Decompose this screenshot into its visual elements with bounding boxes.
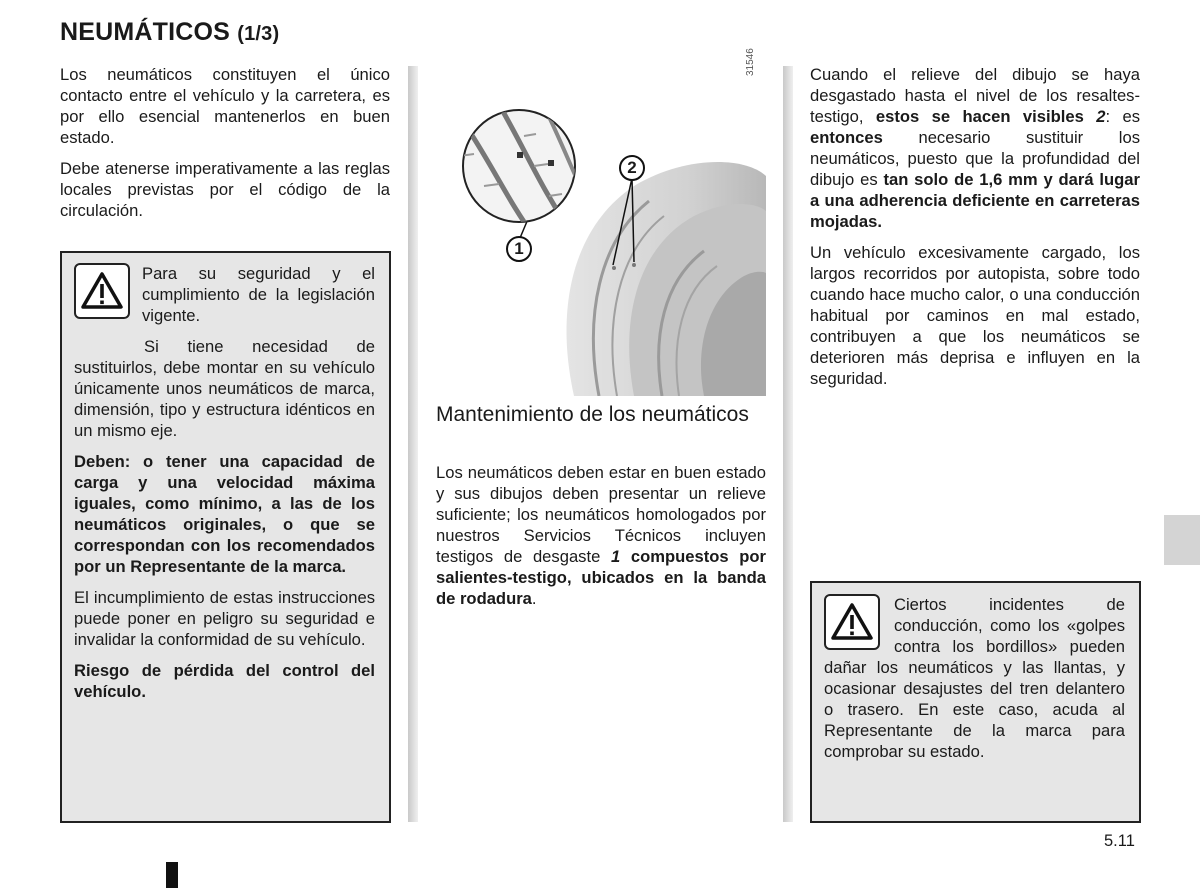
- section-tab: [1164, 515, 1200, 565]
- warning-triangle-icon: [824, 594, 880, 650]
- column-separator-left: [408, 66, 418, 822]
- wear-ref-2: 2: [1096, 107, 1106, 126]
- warning1-load-speed-text: Deben: o tener una capacidad de carga y una velocidad máxima iguales, como mínimo, a las de los neumáticos originales, o que se correspondan con los recomendados por un Representante de la marca.: [74, 452, 375, 576]
- warning2-text: Ciertos incidentes de conducción, como los «golpes contra los bordillos» pueden dañar los neumáticos y las llantas, y ocasionar desajustes del tren delantero o trasero. En este caso, acuda al Representante de la marca para comprobar su estado.: [824, 595, 1125, 761]
- warning-triangle-icon: [74, 263, 130, 319]
- crop-mark: [166, 862, 178, 888]
- right-column: [810, 64, 1140, 399]
- middle-column: [436, 462, 766, 619]
- left-column: [60, 64, 390, 231]
- wear-text-e: necesario sustituir los neumáticos, puesto que la profundidad del dibujo es: [810, 128, 1140, 189]
- maintenance-text-a: Los neumáticos deben estar en buen estado y sus dibujos deben presentar un relieve suficiente; los neumáticos homologados por nuestros Servicios Técnicos incluyen testigos de desgaste: [436, 463, 766, 566]
- wear-text-f: tan solo de 1,6 mm y dará lugar a una adherencia deficiente en carreteras mojadas.: [810, 170, 1140, 231]
- warning1-noncompliance-text: El incumplimiento de estas instrucciones puede poner en peligro su seguridad e invalidar la conformidad de su vehículo.: [74, 588, 375, 649]
- page-title-text: NEUMÁTICOS: [60, 18, 231, 46]
- figure-code: 31546: [745, 48, 756, 76]
- page-title-part: (1/3): [237, 23, 280, 45]
- traffic-code-paragraph: Debe atenerse imperativamente a las reglas locales previstas por el código de la circulación.: [60, 159, 390, 220]
- warning-box-kerb-impact: [810, 581, 1141, 823]
- maintenance-text-end: .: [531, 589, 537, 608]
- overload-paragraph: Un vehículo excesivamente cargado, los largos recorridos por autopista, sobre todo cuando hace mucho calor, o una conducción habitual por caminos en mal estado, contribuyen a que los neumáticos se deterioren más deprisa e influyen en la seguridad.: [810, 243, 1140, 388]
- wear-text-c: : es: [1105, 107, 1140, 126]
- tyre-illustration: [424, 66, 766, 396]
- page-title: [60, 18, 279, 47]
- maintenance-ref-1: 1: [610, 547, 621, 566]
- warning1-replacement-text: Si tiene necesidad de sustituirlos, debe montar en su vehículo únicamente unos neumáticos de marca, dimensión, tipo y estructura idénticos en un mismo eje.: [74, 337, 375, 440]
- callout-label-1: 1: [514, 239, 524, 258]
- maintenance-text-b: compuestos por salientes-testigo, ubicados en la banda de rodadura: [436, 547, 766, 608]
- wear-text-b: estos se hacen visibles: [875, 107, 1097, 126]
- wear-text-d: entonces: [810, 128, 883, 147]
- warning-box-tyre-replacement: [60, 251, 391, 823]
- tyre-wear-indicator-figure: [424, 66, 766, 396]
- wear-text-a: Cuando el relieve del dibujo se haya desgastado hasta el nivel de los resaltes-testigo,: [810, 65, 1140, 126]
- wear-paragraph: [810, 64, 1140, 232]
- maintenance-paragraph: [436, 462, 766, 609]
- column-separator-right: [783, 66, 793, 822]
- maintenance-heading: Mantenimiento de los neumáticos: [436, 403, 749, 426]
- warning1-intro: Para su seguridad y el cumplimiento de la legislación vigente.: [142, 264, 375, 325]
- callout-label-2: 2: [627, 158, 637, 177]
- intro-paragraph: Los neumáticos constituyen el único contacto entre el vehículo y la carretera, es por ello esencial mantenerlos en buen estado.: [60, 65, 390, 147]
- page-number: 5.11: [1104, 832, 1135, 850]
- warning1-control-risk-text: Riesgo de pérdida del control del vehículo.: [74, 661, 375, 701]
